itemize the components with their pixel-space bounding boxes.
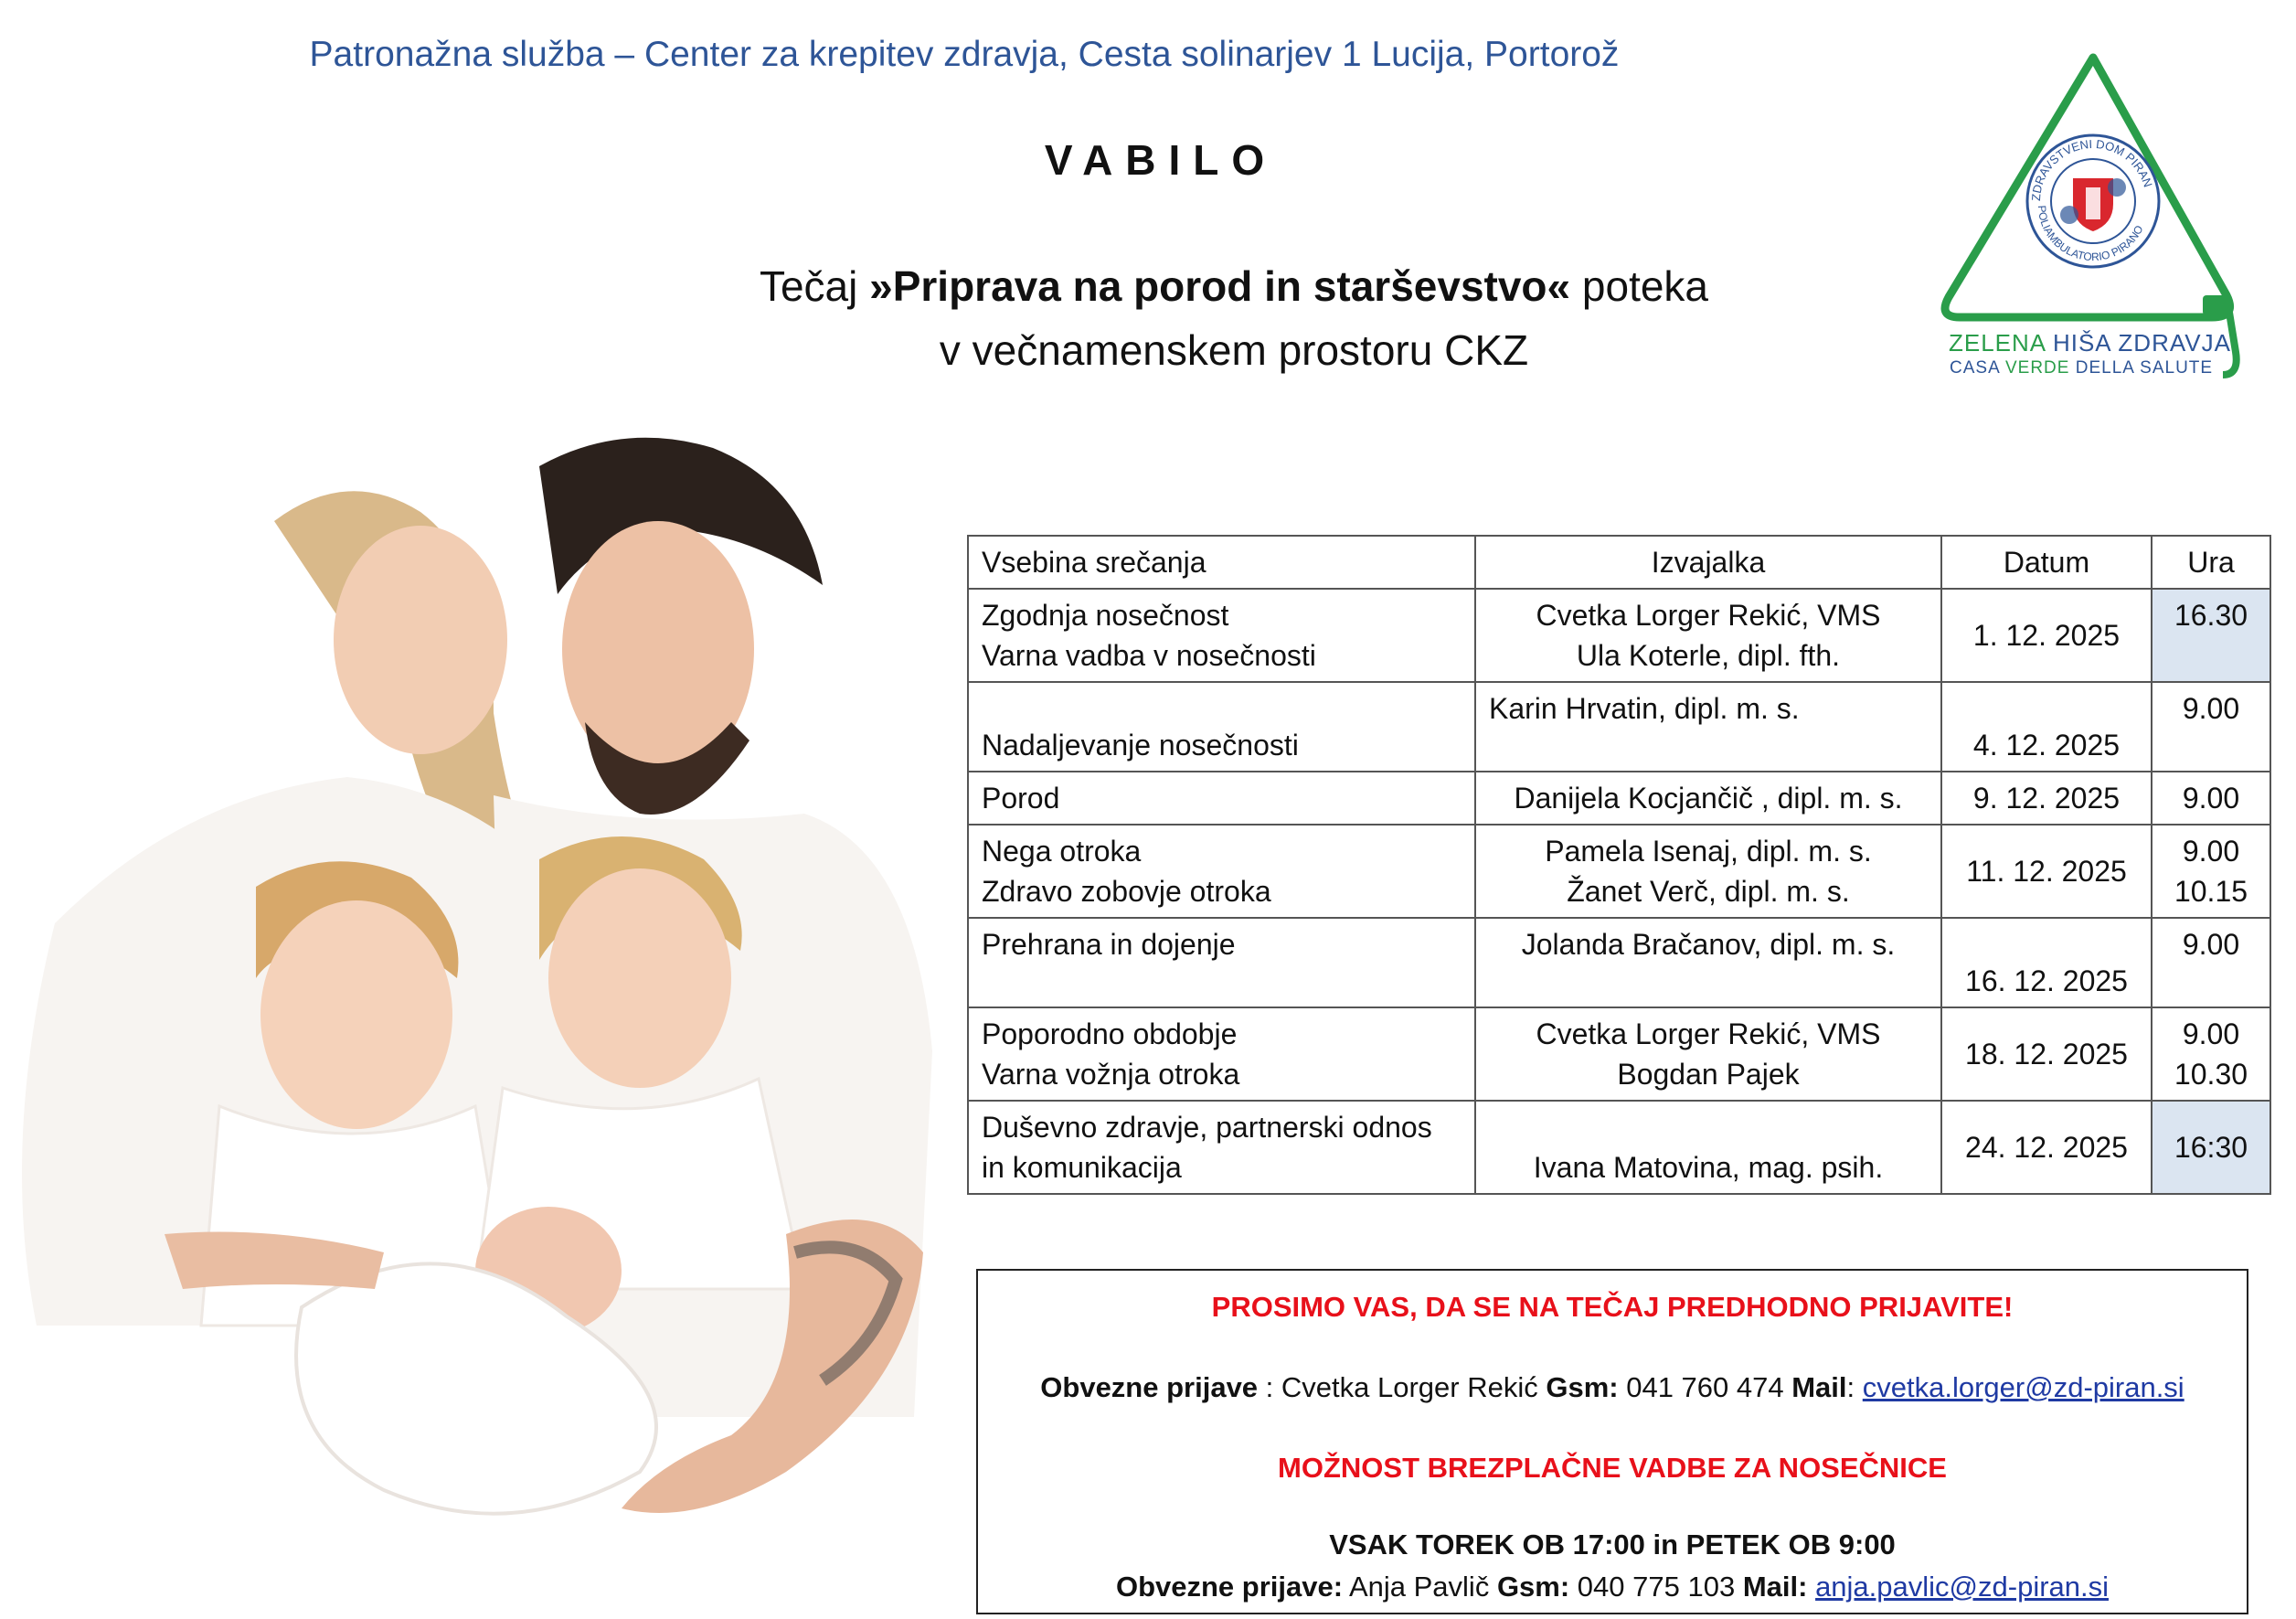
row-time: 10.30 — [2174, 1058, 2248, 1091]
registration-box — [976, 1269, 2248, 1614]
row-topic: Porod — [968, 772, 1475, 825]
contact-label: Obvezne prijave: — [1115, 1571, 1344, 1603]
row-lecturer: Danijela Kocjančič , dipl. m. s. — [1475, 772, 1941, 825]
row-time: 9.00 — [2182, 1017, 2240, 1050]
registration-contact-2 — [978, 1571, 2247, 1603]
row-lecturer: Cvetka Lorger Rekić, VMS — [1536, 599, 1881, 632]
course-location: v večnamenskem prostoru CKZ — [939, 326, 1529, 374]
row-lecturer: Ivana Matovina, mag. psih. — [1475, 1101, 1941, 1194]
table-row — [968, 772, 2270, 825]
logo-ring-bottom: POLIAMBULATORIO PIRANO — [2035, 205, 2146, 264]
logo-ring-top: ZDRAVSTVENI DOM PIRAN — [2028, 136, 2155, 202]
row-date: 4. 12. 2025 — [1941, 682, 2152, 772]
header-date: Datum — [1941, 536, 2152, 589]
row-date: 1. 12. 2025 — [1941, 589, 2152, 682]
table-row — [968, 1101, 2270, 1194]
header-time: Ura — [2152, 536, 2270, 589]
logo-line-2: CASA VERDE DELLA SALUTE — [1950, 358, 2214, 378]
row-lecturer: Jolanda Bračanov, dipl. m. s. — [1475, 918, 1941, 1007]
mail-label: Mail: — [1742, 1571, 1808, 1603]
row-date: 16. 12. 2025 — [1941, 918, 2152, 1007]
row-topic: Zgodnja nosečnost — [982, 599, 1229, 632]
row-time: 10.15 — [2174, 875, 2248, 908]
row-topic: Poporodno obdobje — [982, 1017, 1238, 1050]
schedule-table — [967, 535, 2271, 1195]
row-time: 16.30 — [2152, 589, 2270, 682]
row-time: 16:30 — [2152, 1101, 2270, 1194]
row-topic: Duševno zdravje, partnerski odnos — [982, 1111, 1432, 1144]
gsm-label: Gsm: — [1546, 1371, 1619, 1403]
table-row — [968, 918, 2270, 1007]
table-row — [968, 682, 2270, 772]
course-name: »Priprava na porod in starševstvo« — [869, 262, 1571, 310]
course-prefix: Tečaj — [759, 262, 870, 310]
contact-name: Anja Pavlič — [1343, 1571, 1497, 1603]
page-title: VABILO — [1044, 136, 1278, 184]
course-heading — [567, 254, 1901, 382]
row-lecturer: Karin Hrvatin, dipl. m. s. — [1475, 682, 1941, 772]
contact-email-link[interactable]: cvetka.lorger@zd-piran.si — [1862, 1371, 2184, 1403]
mail-label: Mail — [1791, 1371, 1847, 1403]
row-date: 11. 12. 2025 — [1941, 825, 2152, 918]
row-lecturer: Bogdan Pajek — [1617, 1058, 1800, 1091]
table-row — [968, 825, 2270, 918]
header-address: Patronažna služba – Center za krepitev zdravja, Cesta solinarjev 1 Lucija, Portorož — [309, 35, 1620, 74]
table-row — [968, 1007, 2270, 1101]
exercise-schedule: VSAK TOREK OB 17:00 in PETEK OB 9:00 — [1329, 1528, 1896, 1560]
row-date: 9. 12. 2025 — [1941, 772, 2152, 825]
row-date: 18. 12. 2025 — [1941, 1007, 2152, 1101]
row-topic: in komunikacija — [982, 1151, 1182, 1184]
row-lecturer: Žanet Verč, dipl. m. s. — [1567, 875, 1850, 908]
registration-notice: PROSIMO VAS, DA SE NA TEČAJ PREDHODNO PRIJAVITE! — [1211, 1291, 2014, 1323]
logo-line-1: ZELENA HIŠA ZDRAVJA — [1949, 329, 2231, 357]
row-lecturer: Cvetka Lorger Rekić, VMS — [1536, 1017, 1881, 1050]
gsm-label: Gsm: — [1496, 1571, 1570, 1603]
header-lecturer: Izvajalka — [1475, 536, 1941, 589]
contact-email-link[interactable]: anja.pavlic@zd-piran.si — [1815, 1571, 2110, 1603]
table-header-row — [968, 536, 2270, 589]
row-time: 9.00 — [2182, 835, 2240, 868]
row-topic: Nadaljevanje nosečnosti — [968, 682, 1475, 772]
contact-gsm: 040 775 103 — [1569, 1571, 1743, 1603]
row-topic: Varna vožnja otroka — [982, 1058, 1240, 1091]
row-time: 9.00 — [2152, 682, 2270, 772]
row-topic: Varna vadba v nosečnosti — [982, 639, 1316, 672]
row-topic: Nega otroka — [982, 835, 1142, 868]
row-time: 9.00 — [2152, 772, 2270, 825]
table-row — [968, 589, 2270, 682]
contact-gsm: 041 760 474 — [1618, 1371, 1792, 1403]
registration-contact-1: Obvezne prijave : Cvetka Lorger Rekić Gsm: 041 760 474 Mail: cvetka.lorger@zd-piran.si — [1040, 1371, 2184, 1403]
row-lecturer: Pamela Isenaj, dipl. m. s. — [1545, 835, 1872, 868]
contact-name: : Cvetka Lorger Rekić — [1258, 1371, 1547, 1403]
exercise-notice: MOŽNOST BREZPLAČNE VADBE ZA NOSEČNICE — [1278, 1452, 1947, 1484]
contact-label: Obvezne prijave — [1040, 1371, 1259, 1403]
row-topic: Prehrana in dojenje — [968, 918, 1475, 1007]
row-topic: Zdravo zobovje otroka — [982, 875, 1271, 908]
header-topic: Vsebina srečanja — [968, 536, 1475, 589]
row-lecturer: Ula Koterle, dipl. fth. — [1576, 639, 1841, 672]
row-time: 9.00 — [2152, 918, 2270, 1007]
row-date: 24. 12. 2025 — [1941, 1101, 2152, 1194]
family-photo — [0, 411, 969, 1619]
course-suffix: poteka — [1570, 262, 1709, 310]
